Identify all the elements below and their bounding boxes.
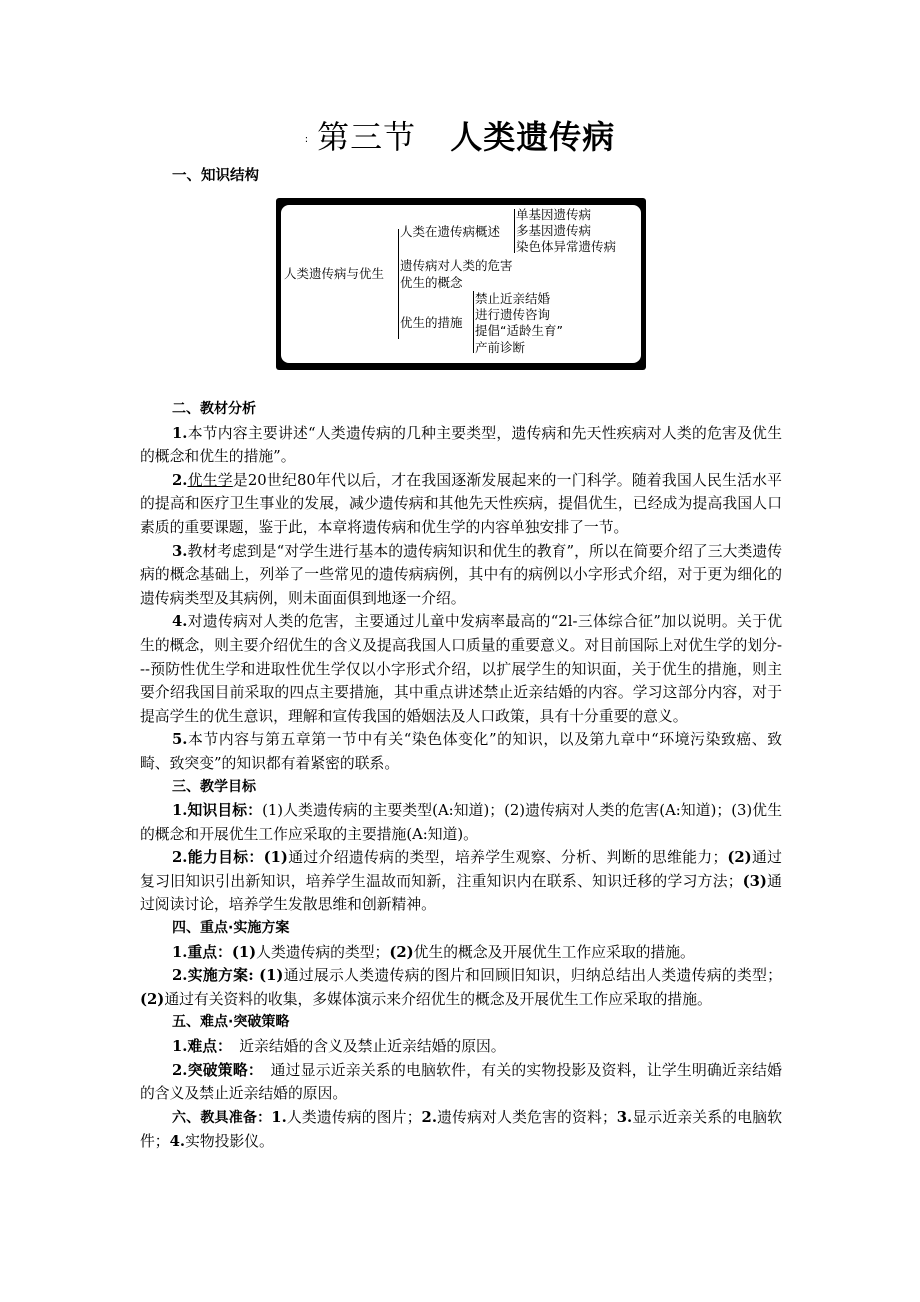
item-marker: (3) — [742, 872, 767, 890]
diagram-leaf: 提倡“适龄生育” — [475, 323, 563, 338]
diagram-leaf: 禁止近亲结婚 — [475, 291, 551, 306]
paragraph-number: 5. — [172, 731, 188, 749]
item-marker: 3. — [616, 1108, 633, 1126]
aid-text: 实物投影仪。 — [185, 1133, 274, 1151]
aid-text: 人类遗传病的图片； — [286, 1108, 422, 1126]
difficulty — [140, 1035, 782, 1059]
diagram-leaf: 染色体异常遗传病 — [516, 239, 617, 254]
key-text: 通过有关资料的收集，多媒体演示来介绍优生的概念及开展优生工作应采取的措施。 — [164, 990, 712, 1008]
analysis-paragraph-2 — [140, 469, 782, 540]
paragraph-text: 本节内容主要讲述“人类遗传病的几种主要类型，遗传病和先天性疾病对人类的危害及优生的概念和优生的措施”。 — [140, 424, 782, 466]
key-label: 1.重点： — [172, 943, 232, 961]
paragraph-text: 对遗传病对人类的危害，主要通过儿童中发病率最高的“2l-三体综合征”加以说明。关于优生的概念，则主要介绍优生的含义及提高我国人口质量的重要意义。对目前国际上对优生学的划分---预防性优生学和进取性优生学仅以小字形式介绍，以扩展学生的知识面，关于优生的措施，则主要介绍我国目前采取的四点主要措施，其中重点讲述禁止近亲结婚的内容。学习这部分内容，对于提高学生的优生意识，理解和宣传我国的婚姻法及人口政策，具有十分重要的意义。 — [140, 613, 782, 725]
goal-label: 2.能力目标： — [172, 849, 264, 867]
paragraph-number: 4. — [172, 613, 188, 631]
key-point — [140, 941, 782, 965]
key-text: 人类遗传病的类型； — [256, 943, 390, 961]
paragraph-text: 本节内容与第五章第一节中有关“染色体变化”的知识，以及第九章中“环境污染致癌、致畸、致突变”的知识都有着紧密的联系。 — [140, 731, 782, 772]
section-heading-4: 四、重点·实施方案 — [172, 920, 290, 937]
title-topic: 人类遗传病 — [450, 118, 616, 156]
diagram-node-harm: 遗传病对人类的危害 — [400, 258, 513, 273]
section-heading-2: 二、教材分析 — [172, 401, 256, 417]
paragraph-number: 2. — [172, 471, 188, 489]
paragraph-number: 1. — [172, 424, 188, 442]
teaching-aids — [140, 1106, 782, 1154]
main-content — [140, 398, 782, 1154]
diagram-panel — [281, 205, 641, 363]
diagram-leaf: 单基因遗传病 — [516, 207, 592, 222]
section-heading-3: 三、教学目标 — [172, 778, 256, 795]
section-heading-6: 六、教具准备： — [172, 1109, 272, 1126]
item-marker: (2) — [140, 990, 165, 1008]
aid-text: 显示近亲关系的电脑软件； — [140, 1108, 782, 1151]
diagram-node-overview: 人类在遗传病概述 — [400, 224, 501, 239]
strategy-text: 通过显示近亲关系的电脑软件，有关的实物投影及资料，让学生明确近亲结婚的含义及禁止近亲结婚的原因。 — [140, 1061, 782, 1103]
goal-ability — [140, 846, 782, 917]
item-marker: (2) — [727, 849, 752, 867]
implementation-plan — [140, 964, 782, 1011]
goal-text: (1)人类遗传病的主要类型(A:知道)；(2)遗传病对人类的危害(A:知道)；(3)优生的概念和开展优生工作应采取的主要措施(A:知道)。 — [140, 802, 782, 843]
goal-text: 通过阅读讨论，培养学生发散思维和创新精神。 — [140, 872, 782, 914]
goal-text: 通过复习旧知识引出新知识，培养学生温故而知新，注重知识内在联系、知识迁移的学习方法； — [140, 849, 782, 890]
goal-label: 1.知识目标： — [172, 802, 263, 820]
key-text: 优生的概念及开展优生工作应采取的措施。 — [413, 943, 695, 961]
item-marker: 1. — [271, 1108, 287, 1126]
page-title — [0, 112, 920, 158]
diagram-bracket-measures — [473, 291, 474, 353]
diagram-leaf: 产前诊断 — [475, 340, 526, 355]
analysis-paragraph-4 — [140, 610, 782, 728]
goal-knowledge — [140, 799, 782, 846]
goal-text: 通过介绍遗传病的类型，培养学生观察、分析、判断的思维能力； — [287, 849, 728, 867]
breakthrough-strategy — [140, 1059, 782, 1106]
item-marker: (1) — [263, 849, 288, 867]
underlined-term: 优生学 — [187, 471, 233, 489]
analysis-paragraph-1 — [140, 422, 782, 469]
section-heading-1: 一、知识结构 — [172, 168, 259, 184]
title-section: 第三节 — [317, 118, 417, 156]
item-marker: (2) — [389, 943, 414, 961]
diagram-node-measures: 优生的措施 — [400, 315, 463, 330]
difficulty-text: 近亲结婚的含义及禁止近亲结婚的原因。 — [224, 1038, 506, 1056]
difficulty-label: 1.难点： — [172, 1038, 225, 1056]
item-marker: (1) — [231, 943, 257, 961]
aid-text: 遗传病对人类危害的资料； — [437, 1108, 617, 1126]
title-dot: : — [304, 133, 310, 145]
paragraph-text: 是20世纪80年代以后，才在我国逐渐发展起来的一门科学。随着我国人民生活水平的提高和医疗卫生事业的发展，减少遗传病和其他先天性疾病，提倡优生，已经成为提高我国人口素质的重要课题，鉴于此，本章将遗传病和优生学的内容单独安排了一节。 — [140, 471, 782, 536]
diagram-bracket-root — [398, 229, 399, 339]
paragraph-number: 3. — [172, 542, 188, 560]
diagram-bracket-overview — [514, 209, 515, 253]
analysis-paragraph-3 — [140, 540, 782, 611]
diagram-leaf: 进行遗传咨询 — [475, 307, 551, 322]
diagram-leaf: 多基因遗传病 — [516, 223, 592, 238]
paragraph-text: 教材考虑到是“对学生进行基本的遗传病知识和优生的教育”，所以在简要介绍了三大类遗传病的概念基础上，列举了一些常见的遗传病病例，其中有的病例以小字形式介绍，对于更为细化的遗传病类型及其病例，则未面面俱到地逐一介绍。 — [140, 542, 782, 607]
knowledge-structure-diagram — [276, 198, 646, 370]
item-marker: (1) — [253, 967, 284, 985]
item-marker: 4. — [169, 1133, 186, 1151]
diagram-node-concept: 优生的概念 — [400, 275, 463, 290]
section-heading-5: 五、难点·突破策略 — [172, 1014, 290, 1031]
analysis-paragraph-5 — [140, 728, 782, 775]
diagram-root: 人类遗传病与优生 — [284, 266, 385, 281]
key-text: 通过展示人类遗传病的图片和回顾旧知识，归纳总结出人类遗传病的类型； — [283, 967, 782, 985]
strategy-label: 2.突破策略： — [172, 1061, 256, 1079]
key-label: 2.实施方案: — [172, 967, 254, 985]
item-marker: 2. — [421, 1108, 437, 1126]
